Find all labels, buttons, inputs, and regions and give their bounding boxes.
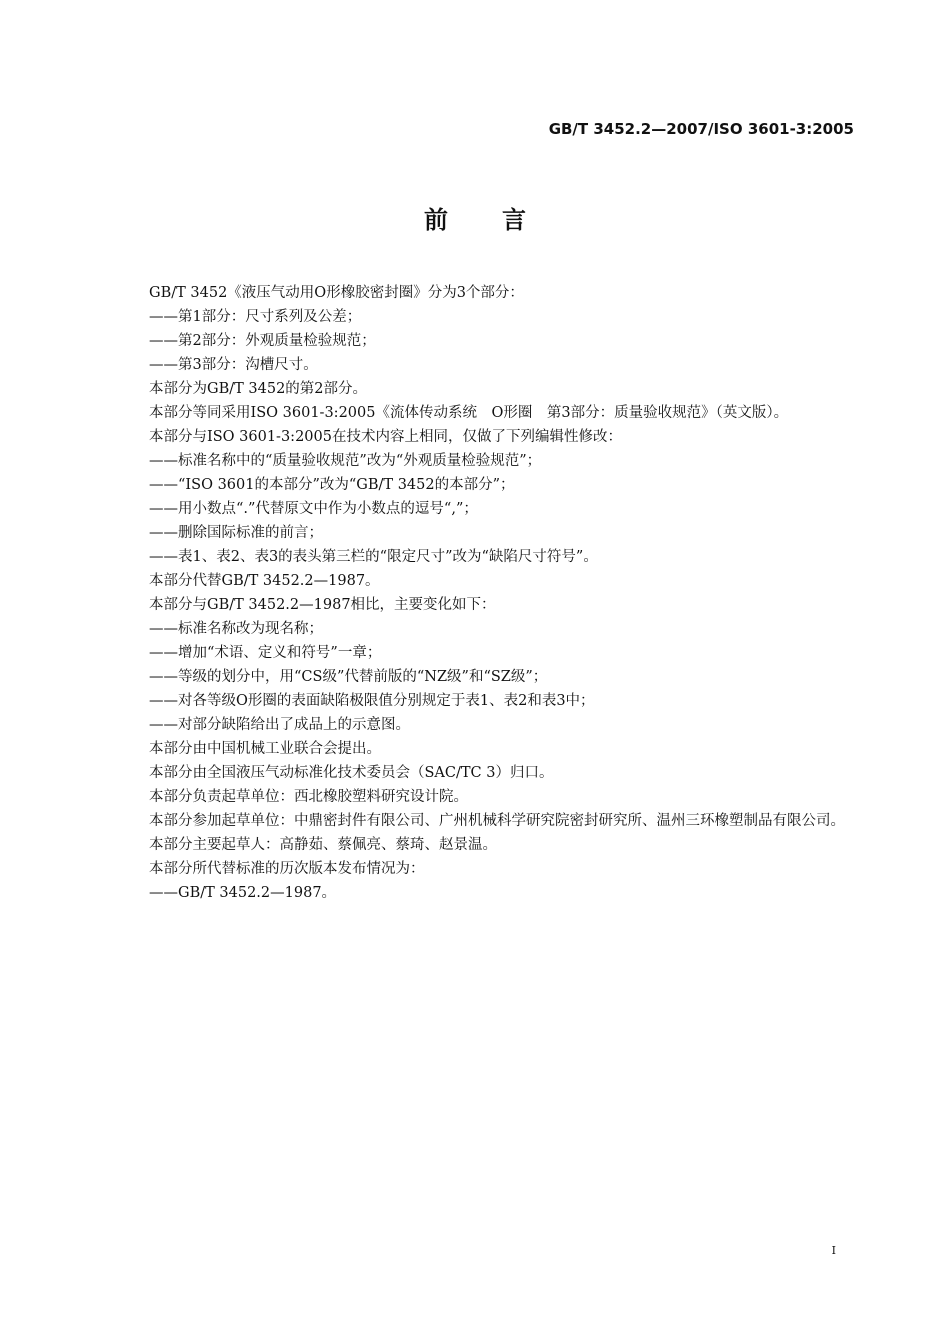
- paragraph: 本部分代替GB/T 3452.2—1987。: [149, 573, 380, 589]
- list-item: ——第1部分：尺寸系列及公差；: [149, 309, 362, 325]
- paragraph: GB/T 3452《液压气动用O形橡胶密封圈》分为3个部分：: [149, 285, 524, 301]
- list-item: ——标准名称改为现名称；: [149, 621, 323, 637]
- paragraph: 本部分与GB/T 3452.2—1987相比，主要变化如下：: [149, 597, 496, 613]
- list-item: ——对各等级O形圈的表面缺陷极限值分别规定于表1、表2和表3中；: [149, 693, 595, 709]
- paragraph: 本部分主要起草人：高静茹、蔡佩亮、蔡琦、赵景温。: [149, 837, 497, 853]
- paragraph: 本部分等同采用ISO 3601-3:2005《流体传动系统 O形圈 第3部分：质量验收规范》（英文版）。: [149, 405, 789, 421]
- list-item: ——“ISO 3601的本部分”改为“GB/T 3452的本部分”；: [149, 477, 515, 493]
- paragraph: 本部分所代替标准的历次版本发布情况为：: [149, 861, 425, 877]
- list-item: ——增加“术语、定义和符号”一章；: [149, 645, 382, 661]
- paragraph: 本部分负责起草单位：西北橡胶塑料研究设计院。: [149, 789, 468, 805]
- paragraph: 本部分与ISO 3601-3:2005在技术内容上相同，仅做了下列编辑性修改：: [149, 429, 622, 445]
- page-number: I: [831, 1244, 836, 1257]
- list-item: ——等级的划分中，用“CS级”代替前版的“NZ级”和“SZ级”；: [149, 669, 548, 685]
- list-item: ——表1、表2、表3的表头第三栏的“限定尺寸”改为“缺陷尺寸符号”。: [149, 549, 598, 565]
- document-body: [115, 281, 853, 905]
- page-title: 前言: [424, 206, 580, 234]
- paragraph: 本部分参加起草单位：中鼎密封件有限公司、广州机械科学研究院密封研究所、温州三环橡塑制品有限公司。: [149, 813, 845, 829]
- list-item: ——第2部分：外观质量检验规范；: [149, 333, 376, 349]
- list-item: ——删除国际标准的前言；: [149, 525, 323, 541]
- list-item: ——对部分缺陷给出了成品上的示意图。: [149, 717, 410, 733]
- list-item: ——标准名称中的“质量验收规范”改为“外观质量检验规范”；: [149, 453, 542, 469]
- list-item: ——第3部分：沟槽尺寸。: [149, 357, 318, 373]
- standard-code: GB/T 3452.2—2007/ISO 3601-3:2005: [548, 120, 854, 138]
- paragraph: 本部分为GB/T 3452的第2部分。: [149, 381, 368, 397]
- paragraph: 本部分由全国液压气动标准化技术委员会（SAC/TC 3）归口。: [149, 765, 554, 781]
- paragraph: 本部分由中国机械工业联合会提出。: [149, 741, 381, 757]
- list-item: ——GB/T 3452.2—1987。: [149, 885, 337, 901]
- list-item: ——用小数点“.”代替原文中作为小数点的逗号“,”；: [149, 501, 478, 517]
